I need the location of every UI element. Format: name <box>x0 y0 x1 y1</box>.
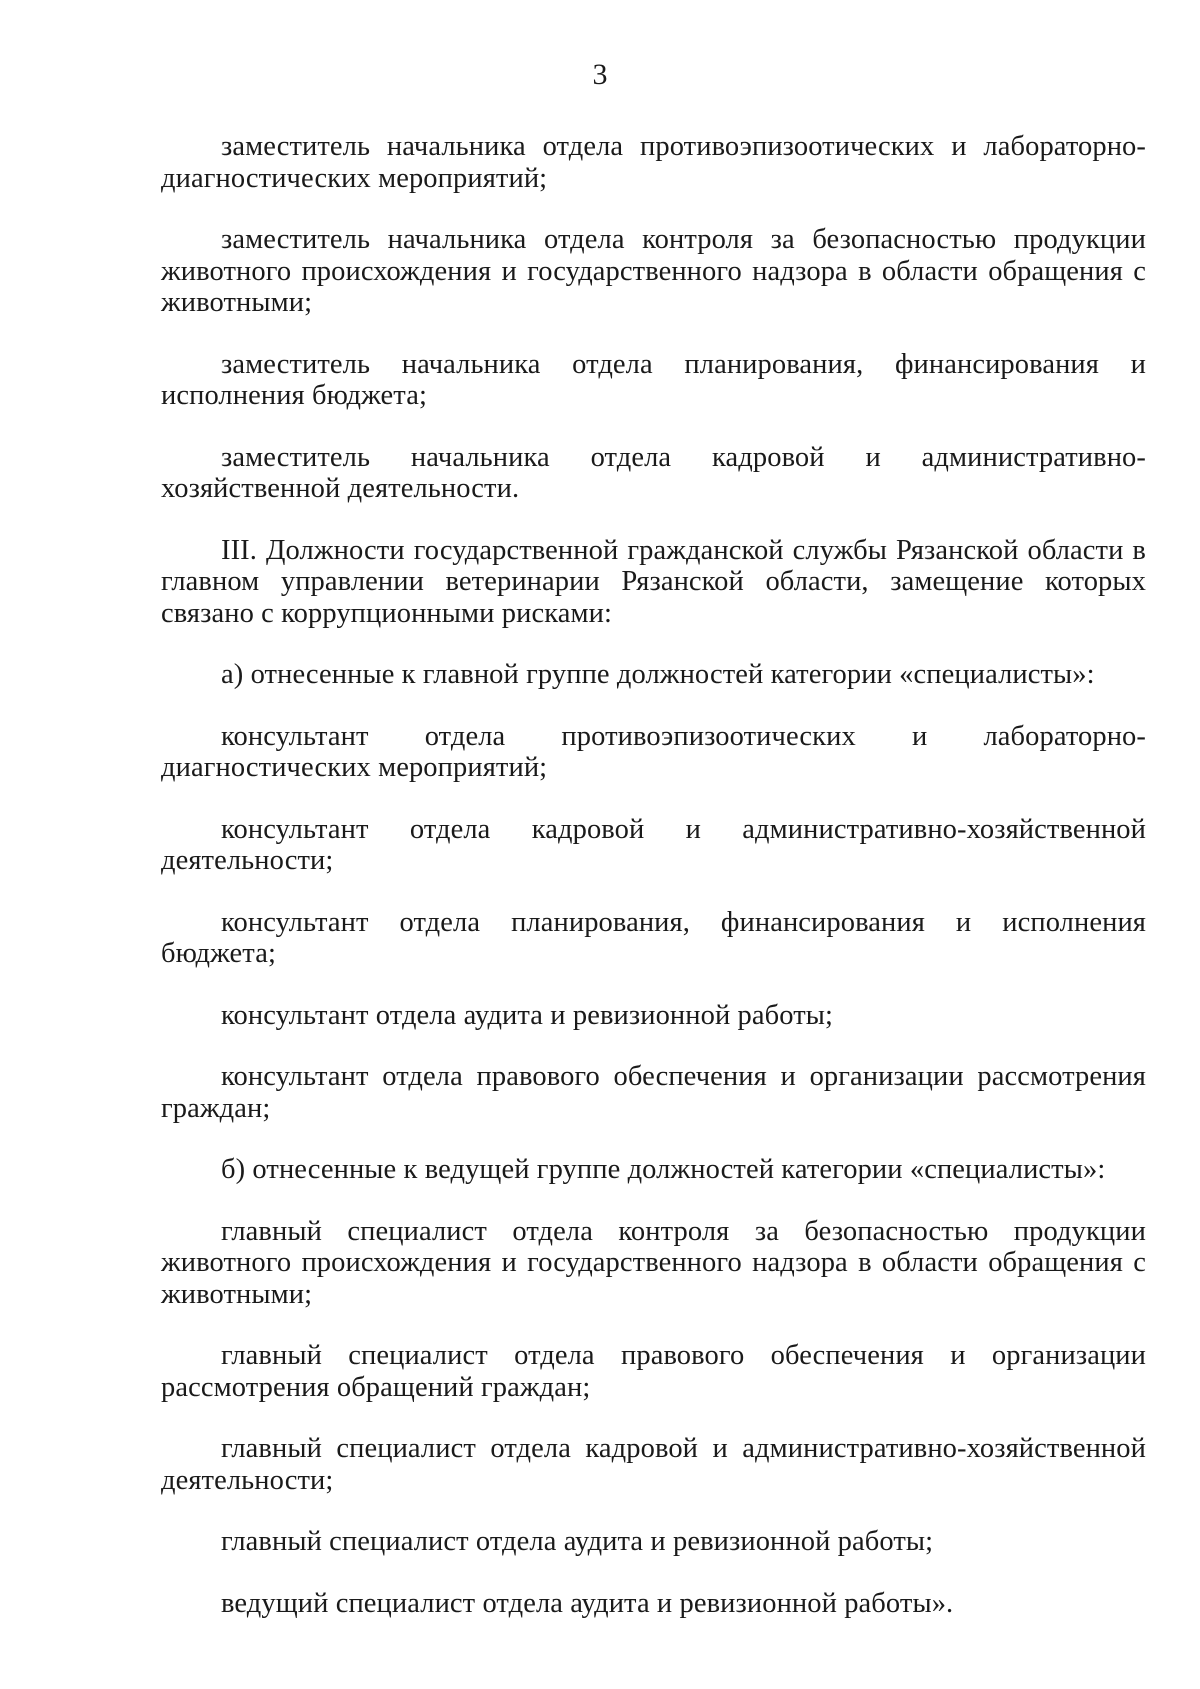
paragraph-chief-specialist-safety-control: главный специалист отдела контроля за безопасностью продукции животного происхождения и государственного надзора в области обращения с животными; <box>161 1215 1146 1310</box>
paragraph-deputy-head-safety-control: заместитель начальника отдела контроля за безопасностью продукции животного происхождения и государственного надзора в области обращения с животными; <box>161 224 1146 318</box>
document-body <box>161 131 1146 1649</box>
page-number: 3 <box>592 58 608 91</box>
paragraph-deputy-head-planning: заместитель начальника отдела планирования, финансирования и исполнения бюджета; <box>161 348 1146 411</box>
subsection-b-heading: б) отнесенные к ведущей группе должностей категории «специалисты»: <box>221 1154 1106 1185</box>
paragraph-deputy-head-personnel: заместитель начальника отдела кадровой и административно-хозяйственной деятельности. <box>161 441 1146 504</box>
paragraph-chief-specialist-legal: главный специалист отдела правового обеспечения и организации рассмотрения обращений граждан; <box>161 1340 1146 1403</box>
subsection-a-heading: а) отнесенные к главной группе должностей категории «специалисты»: <box>221 659 1095 690</box>
paragraph-consultant-legal: консультант отдела правового обеспечения и организации рассмотрения граждан; <box>161 1061 1146 1124</box>
paragraph-consultant-audit: консультант отдела аудита и ревизионной работы; <box>221 999 834 1031</box>
paragraph-deputy-head-epizootic: заместитель начальника отдела противоэпизоотических и лабораторно-диагностических мероприятий; <box>161 131 1146 194</box>
paragraph-consultant-personnel: консультант отдела кадровой и административно-хозяйственной деятельности; <box>161 813 1146 876</box>
section-heading-iii: III. Должности государственной гражданской службы Рязанской области в главном управлении ветеринарии Рязанской области, замещение которых связано с коррупционными рисками: <box>161 534 1146 629</box>
paragraph-consultant-epizootic: консультант отдела противоэпизоотических и лабораторно-диагностических мероприятий; <box>161 720 1146 783</box>
paragraph-chief-specialist-audit: главный специалист отдела аудита и ревизионной работы; <box>221 1526 934 1557</box>
paragraph-leading-specialist-audit: ведущий специалист отдела аудита и ревизионной работы». <box>221 1587 954 1619</box>
paragraph-chief-specialist-personnel: главный специалист отдела кадровой и административно-хозяйственной деятельности; <box>161 1433 1146 1496</box>
paragraph-consultant-planning: консультант отдела планирования, финансирования и исполнения бюджета; <box>161 906 1146 969</box>
